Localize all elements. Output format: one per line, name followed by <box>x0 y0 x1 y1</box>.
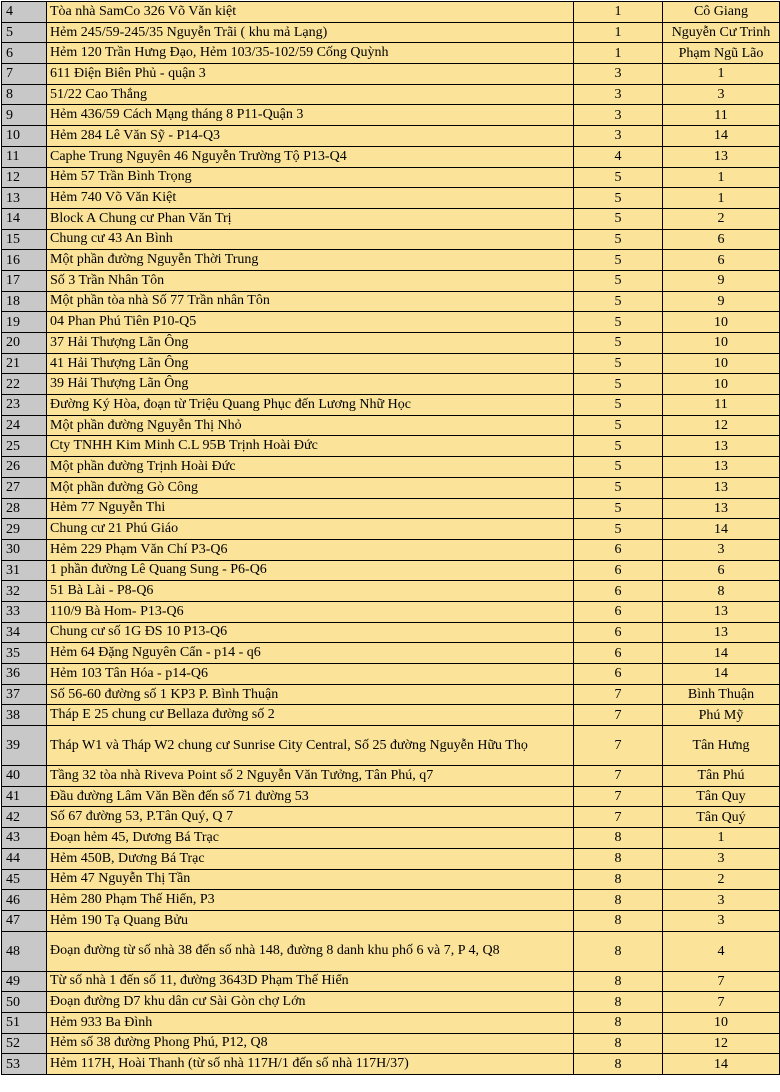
district-cell: 5 <box>574 270 663 291</box>
ward-cell: 1 <box>663 64 780 85</box>
district-cell: 8 <box>574 992 663 1013</box>
row-number-cell: 32 <box>2 581 47 602</box>
address-cell: 110/9 Bà Hom- P13-Q6 <box>47 601 574 622</box>
address-cell: Tháp W1 và Tháp W2 chung cư Sunrise City Central, Số 25 đường Nguyễn Hữu Thọ <box>47 726 574 766</box>
table-row <box>2 560 780 581</box>
address-cell: Hẻm 103 Tân Hóa - p14-Q6 <box>47 664 574 685</box>
ward-cell: 13 <box>663 622 780 643</box>
district-cell: 8 <box>574 869 663 890</box>
address-cell: Hẻm 284 Lê Văn Sỹ - P14-Q3 <box>47 126 574 147</box>
ward-cell: 6 <box>663 229 780 250</box>
address-cell: 51 Bà Lài - P8-Q6 <box>47 581 574 602</box>
address-cell: 04 Phan Phú Tiên P10-Q5 <box>47 312 574 333</box>
address-cell: Đoạn đường D7 khu dân cư Sài Gòn chợ Lớn <box>47 992 574 1013</box>
address-cell: Hẻm số 38 đường Phong Phú, P12, Q8 <box>47 1033 574 1054</box>
district-cell: 6 <box>574 560 663 581</box>
row-number-cell: 47 <box>2 910 47 931</box>
row-number-cell: 53 <box>2 1054 47 1075</box>
address-cell: Hẻm 57 Trần Bình Trọng <box>47 167 574 188</box>
table-row <box>2 84 780 105</box>
row-number-cell: 52 <box>2 1033 47 1054</box>
address-cell: Chung cư số 1G ĐS 10 P13-Q6 <box>47 622 574 643</box>
address-cell: Hẻm 117H, Hoài Thanh (từ số nhà 117H/1 đến số nhà 117H/37) <box>47 1054 574 1075</box>
table-row <box>2 333 780 354</box>
table-row <box>2 208 780 229</box>
district-cell: 3 <box>574 105 663 126</box>
table-row <box>2 250 780 271</box>
row-number-cell: 46 <box>2 890 47 911</box>
ward-cell: 7 <box>663 971 780 992</box>
address-cell: Hẻm 190 Tạ Quang Bửu <box>47 910 574 931</box>
row-number-cell: 13 <box>2 188 47 209</box>
ward-cell: 3 <box>663 910 780 931</box>
address-cell: Đoạn đường từ số nhà 38 đến số nhà 148, đường 8 danh khu phố 6 và 7, P 4, Q8 <box>47 931 574 971</box>
table-row <box>2 848 780 869</box>
district-cell: 3 <box>574 126 663 147</box>
table-row <box>2 1033 780 1054</box>
table-row <box>2 229 780 250</box>
district-cell: 5 <box>574 477 663 498</box>
ward-cell: 13 <box>663 477 780 498</box>
address-cell: Số 67 đường 53, P.Tân Quý, Q 7 <box>47 807 574 828</box>
table-row <box>2 971 780 992</box>
row-number-cell: 6 <box>2 43 47 64</box>
row-number-cell: 8 <box>2 84 47 105</box>
table-row <box>2 684 780 705</box>
row-number-cell: 48 <box>2 931 47 971</box>
district-cell: 1 <box>574 43 663 64</box>
table-row <box>2 188 780 209</box>
district-cell: 6 <box>574 643 663 664</box>
district-cell: 5 <box>574 333 663 354</box>
table-row <box>2 436 780 457</box>
row-number-cell: 40 <box>2 766 47 787</box>
table-row <box>2 477 780 498</box>
table-row <box>2 726 780 766</box>
table-row <box>2 146 780 167</box>
district-cell: 5 <box>574 519 663 540</box>
address-cell: Hẻm 229 Phạm Văn Chí P3-Q6 <box>47 539 574 560</box>
ward-cell: 8 <box>663 581 780 602</box>
ward-cell: 13 <box>663 601 780 622</box>
address-cell: 1 phần đường Lê Quang Sung - P6-Q6 <box>47 560 574 581</box>
row-number-cell: 7 <box>2 64 47 85</box>
district-cell: 6 <box>574 581 663 602</box>
address-cell: 51/22 Cao Thắng <box>47 84 574 105</box>
ward-cell: 13 <box>663 146 780 167</box>
row-number-cell: 27 <box>2 477 47 498</box>
district-cell: 8 <box>574 1033 663 1054</box>
row-number-cell: 29 <box>2 519 47 540</box>
ward-cell: 3 <box>663 848 780 869</box>
table-row <box>2 415 780 436</box>
ward-cell: 10 <box>663 1012 780 1033</box>
table-row <box>2 828 780 849</box>
district-cell: 7 <box>574 807 663 828</box>
table-row <box>2 2 780 23</box>
table-row <box>2 1012 780 1033</box>
ward-cell: 10 <box>663 312 780 333</box>
district-cell: 8 <box>574 1012 663 1033</box>
ward-cell: 3 <box>663 890 780 911</box>
ward-cell: 1 <box>663 188 780 209</box>
ward-cell: 12 <box>663 1033 780 1054</box>
table-row <box>2 643 780 664</box>
row-number-cell: 24 <box>2 415 47 436</box>
ward-cell: 13 <box>663 498 780 519</box>
district-cell: 5 <box>574 167 663 188</box>
table-row <box>2 395 780 416</box>
ward-cell: 7 <box>663 992 780 1013</box>
table-row <box>2 664 780 685</box>
table-row <box>2 807 780 828</box>
row-number-cell: 41 <box>2 786 47 807</box>
ward-cell: 3 <box>663 539 780 560</box>
district-cell: 8 <box>574 1054 663 1075</box>
ward-cell: Phạm Ngũ Lão <box>663 43 780 64</box>
district-cell: 7 <box>574 726 663 766</box>
ward-cell: 14 <box>663 126 780 147</box>
table-row <box>2 1054 780 1075</box>
address-cell: Đoạn hẻm 45, Dương Bá Trạc <box>47 828 574 849</box>
district-cell: 6 <box>574 539 663 560</box>
row-number-cell: 31 <box>2 560 47 581</box>
address-cell: 37 Hải Thượng Lãn Ông <box>47 333 574 354</box>
row-number-cell: 19 <box>2 312 47 333</box>
table-row <box>2 539 780 560</box>
district-cell: 5 <box>574 188 663 209</box>
row-number-cell: 17 <box>2 270 47 291</box>
address-cell: 41 Hải Thượng Lãn Ông <box>47 353 574 374</box>
ward-cell: 10 <box>663 333 780 354</box>
address-cell: Hẻm 933 Ba Đình <box>47 1012 574 1033</box>
ward-cell: Phú Mỹ <box>663 705 780 726</box>
row-number-cell: 5 <box>2 22 47 43</box>
district-cell: 5 <box>574 436 663 457</box>
row-number-cell: 15 <box>2 229 47 250</box>
ward-cell: 2 <box>663 869 780 890</box>
row-number-cell: 42 <box>2 807 47 828</box>
table-row <box>2 910 780 931</box>
table-row <box>2 353 780 374</box>
ward-cell: 1 <box>663 828 780 849</box>
address-cell: Số 56-60 đường số 1 KP3 P. Bình Thuận <box>47 684 574 705</box>
table-body <box>2 2 780 1075</box>
address-cell: Block A Chung cư Phan Văn Trị <box>47 208 574 229</box>
table-row <box>2 786 780 807</box>
district-cell: 5 <box>574 250 663 271</box>
address-cell: Hẻm 450B, Dương Bá Trạc <box>47 848 574 869</box>
address-cell: 611 Điện Biên Phủ - quận 3 <box>47 64 574 85</box>
district-cell: 8 <box>574 828 663 849</box>
table-row <box>2 581 780 602</box>
ward-cell: Tân Hưng <box>663 726 780 766</box>
district-cell: 6 <box>574 622 663 643</box>
table-row <box>2 931 780 971</box>
table-row <box>2 22 780 43</box>
table-row <box>2 64 780 85</box>
district-cell: 7 <box>574 705 663 726</box>
district-cell: 5 <box>574 498 663 519</box>
table-row <box>2 374 780 395</box>
district-cell: 1 <box>574 2 663 23</box>
district-cell: 1 <box>574 22 663 43</box>
address-cell: Đường Ký Hòa, đoạn từ Triệu Quang Phục đến Lương Nhữ Học <box>47 395 574 416</box>
address-cell: Chung cư 43 An Bình <box>47 229 574 250</box>
table-row <box>2 312 780 333</box>
row-number-cell: 23 <box>2 395 47 416</box>
address-cell: Hẻm 740 Võ Văn Kiệt <box>47 188 574 209</box>
address-cell: Caphe Trung Nguyên 46 Nguyễn Trường Tộ P13-Q4 <box>47 146 574 167</box>
district-cell: 7 <box>574 684 663 705</box>
address-cell: Hẻm 280 Phạm Thế Hiển, P3 <box>47 890 574 911</box>
address-cell: Hẻm 120 Trần Hưng Đạo, Hẻm 103/35-102/59 Cống Quỳnh <box>47 43 574 64</box>
table-row <box>2 43 780 64</box>
ward-cell: Tân Phú <box>663 766 780 787</box>
ward-cell: 10 <box>663 353 780 374</box>
table-row <box>2 105 780 126</box>
address-cell: Tòa nhà SamCo 326 Võ Văn kiệt <box>47 2 574 23</box>
row-number-cell: 9 <box>2 105 47 126</box>
row-number-cell: 12 <box>2 167 47 188</box>
row-number-cell: 14 <box>2 208 47 229</box>
address-cell: Hẻm 77 Nguyễn Thi <box>47 498 574 519</box>
row-number-cell: 10 <box>2 126 47 147</box>
district-cell: 6 <box>574 601 663 622</box>
district-cell: 8 <box>574 971 663 992</box>
row-number-cell: 43 <box>2 828 47 849</box>
district-cell: 5 <box>574 312 663 333</box>
address-cell: Một phần đường Nguyễn Thị Nhỏ <box>47 415 574 436</box>
ward-cell: 6 <box>663 250 780 271</box>
address-cell: Hẻm 245/59-245/35 Nguyễn Trãi ( khu mả Lạng) <box>47 22 574 43</box>
ward-cell: 12 <box>663 415 780 436</box>
table-row <box>2 291 780 312</box>
address-cell: Một phần đường Trịnh Hoài Đức <box>47 457 574 478</box>
table-row <box>2 705 780 726</box>
ward-cell: 6 <box>663 560 780 581</box>
ward-cell: 9 <box>663 291 780 312</box>
ward-cell: 9 <box>663 270 780 291</box>
district-cell: 3 <box>574 84 663 105</box>
table-row <box>2 126 780 147</box>
row-number-cell: 37 <box>2 684 47 705</box>
row-number-cell: 16 <box>2 250 47 271</box>
address-cell: Hẻm 64 Đặng Nguyên Cẩn - p14 - q6 <box>47 643 574 664</box>
ward-cell: Tân Quý <box>663 807 780 828</box>
district-cell: 5 <box>574 374 663 395</box>
ward-cell: 11 <box>663 105 780 126</box>
address-cell: Số 3 Trần Nhân Tôn <box>47 270 574 291</box>
district-cell: 5 <box>574 457 663 478</box>
table-row <box>2 622 780 643</box>
ward-cell: Bình Thuận <box>663 684 780 705</box>
table-row <box>2 869 780 890</box>
location-table <box>1 1 780 1075</box>
district-cell: 5 <box>574 208 663 229</box>
district-cell: 6 <box>574 664 663 685</box>
ward-cell: 14 <box>663 519 780 540</box>
ward-cell: 4 <box>663 931 780 971</box>
address-cell: Cty TNHH Kim Minh C.L 95B Trịnh Hoài Đức <box>47 436 574 457</box>
address-cell: Một phần đường Gò Công <box>47 477 574 498</box>
address-cell: Một phần đường Nguyễn Thời Trung <box>47 250 574 271</box>
district-cell: 8 <box>574 931 663 971</box>
ward-cell: 14 <box>663 643 780 664</box>
ward-cell: Nguyễn Cư Trinh <box>663 22 780 43</box>
row-number-cell: 34 <box>2 622 47 643</box>
row-number-cell: 20 <box>2 333 47 354</box>
address-cell: Tháp E 25 chung cư Bellaza đường số 2 <box>47 705 574 726</box>
address-cell: Từ số nhà 1 đến số 11, đường 3643D Phạm Thế Hiển <box>47 971 574 992</box>
row-number-cell: 33 <box>2 601 47 622</box>
row-number-cell: 26 <box>2 457 47 478</box>
district-cell: 8 <box>574 890 663 911</box>
district-cell: 5 <box>574 415 663 436</box>
row-number-cell: 49 <box>2 971 47 992</box>
row-number-cell: 18 <box>2 291 47 312</box>
table-row <box>2 457 780 478</box>
table-row <box>2 167 780 188</box>
ward-cell: 3 <box>663 84 780 105</box>
district-cell: 5 <box>574 395 663 416</box>
address-cell: Đầu đường Lâm Văn Bền đến số 71 đường 53 <box>47 786 574 807</box>
ward-cell: 10 <box>663 374 780 395</box>
table-row <box>2 992 780 1013</box>
row-number-cell: 36 <box>2 664 47 685</box>
ward-cell: 11 <box>663 395 780 416</box>
table-row <box>2 519 780 540</box>
address-cell: Tầng 32 tòa nhà Riveva Point số 2 Nguyễn Văn Tưởng, Tân Phú, q7 <box>47 766 574 787</box>
row-number-cell: 4 <box>2 2 47 23</box>
row-number-cell: 45 <box>2 869 47 890</box>
row-number-cell: 39 <box>2 726 47 766</box>
table-row <box>2 270 780 291</box>
ward-cell: 2 <box>663 208 780 229</box>
row-number-cell: 22 <box>2 374 47 395</box>
address-cell: Một phần tòa nhà Số 77 Trần nhân Tôn <box>47 291 574 312</box>
ward-cell: 1 <box>663 167 780 188</box>
district-cell: 7 <box>574 766 663 787</box>
row-number-cell: 50 <box>2 992 47 1013</box>
row-number-cell: 35 <box>2 643 47 664</box>
district-cell: 8 <box>574 848 663 869</box>
district-cell: 7 <box>574 786 663 807</box>
ward-cell: 14 <box>663 1054 780 1075</box>
table-row <box>2 498 780 519</box>
row-number-cell: 11 <box>2 146 47 167</box>
row-number-cell: 21 <box>2 353 47 374</box>
ward-cell: Tân Quy <box>663 786 780 807</box>
address-cell: Hẻm 47 Nguyễn Thị Tần <box>47 869 574 890</box>
address-cell: Chung cư 21 Phú Giáo <box>47 519 574 540</box>
district-cell: 5 <box>574 291 663 312</box>
district-cell: 3 <box>574 64 663 85</box>
district-cell: 8 <box>574 910 663 931</box>
row-number-cell: 30 <box>2 539 47 560</box>
table-row <box>2 890 780 911</box>
district-cell: 5 <box>574 353 663 374</box>
row-number-cell: 28 <box>2 498 47 519</box>
table-row <box>2 766 780 787</box>
row-number-cell: 51 <box>2 1012 47 1033</box>
district-cell: 5 <box>574 229 663 250</box>
ward-cell: 14 <box>663 664 780 685</box>
district-cell: 4 <box>574 146 663 167</box>
ward-cell: 13 <box>663 436 780 457</box>
row-number-cell: 25 <box>2 436 47 457</box>
ward-cell: 13 <box>663 457 780 478</box>
address-cell: 39 Hải Thượng Lãn Ông <box>47 374 574 395</box>
ward-cell: Cô Giang <box>663 2 780 23</box>
row-number-cell: 38 <box>2 705 47 726</box>
row-number-cell: 44 <box>2 848 47 869</box>
address-cell: Hẻm 436/59 Cách Mạng tháng 8 P11-Quận 3 <box>47 105 574 126</box>
table-row <box>2 601 780 622</box>
